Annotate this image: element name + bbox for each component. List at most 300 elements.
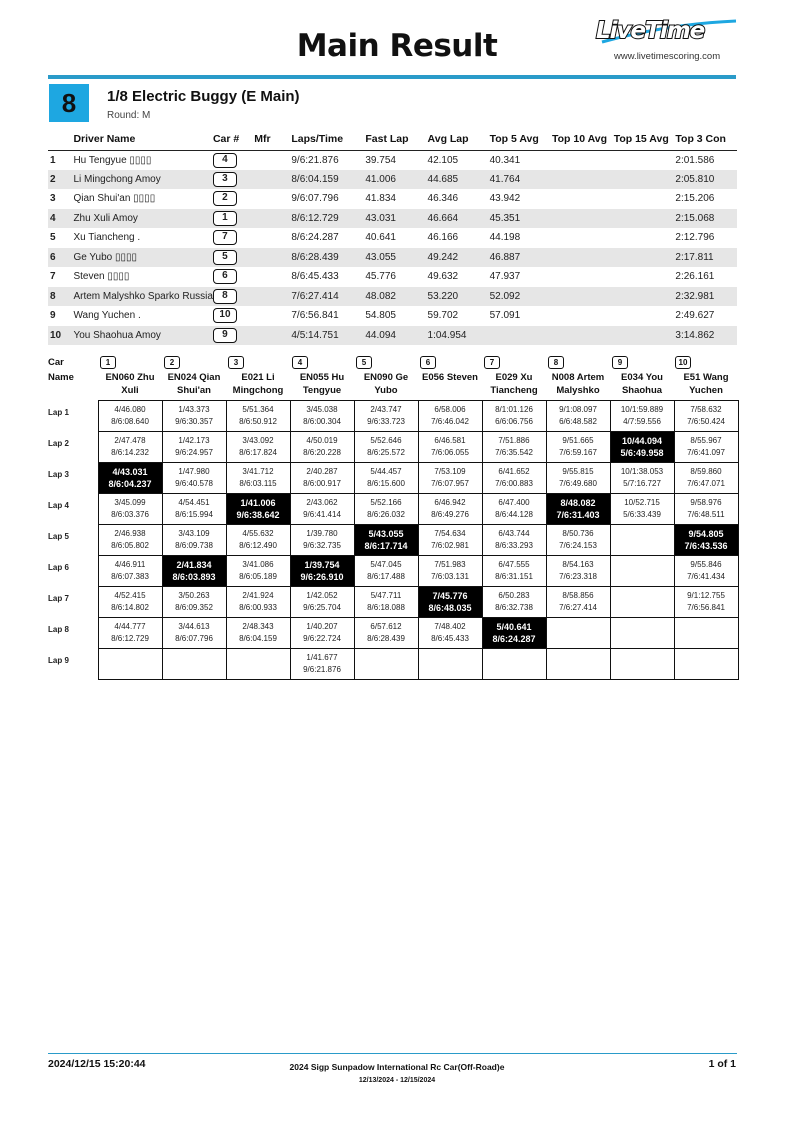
lap-projected-total: 9/6:22.724: [303, 634, 341, 643]
lap-cell: [610, 494, 674, 525]
cell-driver: You Shaohua Amoy: [73, 326, 213, 346]
cell-top5: 47.937: [490, 267, 552, 287]
car-number-box: 1: [213, 211, 237, 226]
lap-row: [48, 587, 738, 618]
col-avg-lap: Avg Lap: [428, 131, 490, 150]
lap-label: Lap 7: [48, 593, 69, 603]
lap-position-time: 9/54.805: [688, 529, 724, 539]
lap-cell: [546, 587, 610, 618]
cell-laps-time: 9/6:07.796: [291, 189, 365, 209]
car-number-box: 7: [213, 230, 237, 245]
car-name-line2: Tiancheng: [490, 385, 538, 396]
lap-position-time: 1/42.173: [178, 436, 210, 445]
cell-top3con: 2:49.627: [675, 306, 737, 326]
lap-position-time: 5/40.641: [496, 622, 532, 632]
cell-top5: 52.092: [490, 287, 552, 307]
cell-top15: [614, 209, 676, 229]
lap-cell: [418, 463, 482, 494]
lap-cell: [162, 401, 226, 432]
lap-projected-total: 8/6:17.714: [364, 541, 408, 551]
lap-chart-label-name: Name: [48, 372, 74, 383]
lap-projected-total: 8/6:25.572: [367, 448, 405, 457]
cell-avg-lap: 59.702: [428, 306, 490, 326]
cell-car: [213, 326, 254, 346]
cell-pos: 7: [48, 267, 73, 287]
lap-projected-total: 5/6:49.958: [620, 448, 664, 458]
lap-position-time: 3/45.038: [306, 405, 338, 414]
lap-cell: [290, 401, 354, 432]
lap-cell: [162, 587, 226, 618]
lap-cell: [162, 463, 226, 494]
cell-laps-time: 8/6:28.439: [291, 248, 365, 268]
lap-projected-total: 8/6:15.600: [367, 479, 405, 488]
cell-laps-time: 4/5:14.751: [291, 326, 365, 346]
lap-position-time: 1/47.980: [178, 467, 210, 476]
car-name-line1: EN060 Zhu: [105, 372, 155, 383]
lap-position-time: 5/52.166: [370, 498, 402, 507]
lap-cell: [98, 401, 162, 432]
lap-cell: [226, 587, 290, 618]
lap-projected-total: 7/6:07.957: [431, 479, 469, 488]
lap-cell: [290, 525, 354, 556]
lap-projected-total: 8/6:26.032: [367, 510, 405, 519]
cell-top3con: 2:15.206: [675, 189, 737, 209]
lap-position-time: 2/41.924: [242, 591, 274, 600]
lap-cell: [674, 649, 738, 680]
lap-position-time: 3/45.099: [114, 498, 146, 507]
lap-cell-fastest: [290, 556, 354, 587]
cell-driver: Zhu Xuli Amoy: [73, 209, 213, 229]
lap-position-time: 7/48.402: [434, 622, 466, 631]
lap-position-time: 1/41.677: [306, 653, 338, 662]
lap-cell: [98, 587, 162, 618]
lap-position-time: 2/43.062: [306, 498, 338, 507]
lap-projected-total: 7/6:06.055: [431, 448, 469, 457]
lap-row: [48, 525, 738, 556]
cell-top3con: 2:26.161: [675, 267, 737, 287]
lap-cell: [354, 556, 418, 587]
car-name-line1: E021 Li: [241, 372, 275, 383]
lap-position-time: 5/44.457: [370, 467, 402, 476]
lap-row: [48, 432, 738, 463]
car-number-box: 2: [164, 356, 180, 369]
lap-projected-total: 7/6:35.542: [495, 448, 533, 457]
lap-projected-total: 8/6:28.439: [367, 634, 405, 643]
lap-cell: [674, 556, 738, 587]
lap-cell: [546, 556, 610, 587]
col-driver: Driver Name: [73, 131, 213, 150]
lap-cell: [354, 618, 418, 649]
lap-cell: [162, 649, 226, 680]
header-rule: [48, 75, 736, 79]
cell-mfr: [254, 170, 291, 190]
lap-position-time: 10/1:38.053: [620, 467, 664, 476]
lap-projected-total: 8/6:32.738: [495, 603, 533, 612]
car-name-line1: EN090 Ge: [363, 372, 409, 383]
lap-projected-total: 7/6:03.131: [431, 572, 469, 581]
lap-projected-total: 7/6:24.153: [559, 541, 597, 550]
col-top10: Top 10 Avg: [552, 131, 614, 150]
car-name-line1: EN055 Hu: [299, 372, 345, 383]
cell-top5: 43.942: [490, 189, 552, 209]
lap-projected-total: 7/6:49.680: [559, 479, 597, 488]
cell-top3con: 2:17.811: [675, 248, 737, 268]
cell-avg-lap: 49.242: [428, 248, 490, 268]
cell-fast-lap: 54.805: [365, 306, 427, 326]
cell-fast-lap: 43.031: [365, 209, 427, 229]
lap-cell: [482, 401, 546, 432]
lap-projected-total: 9/6:32.735: [303, 541, 341, 550]
lap-projected-total: 6/6:06.756: [495, 417, 533, 426]
lap-cell: [162, 618, 226, 649]
lap-position-time: 6/46.942: [434, 498, 466, 507]
lap-position-time: 6/41.652: [498, 467, 530, 476]
lap-row: [48, 463, 738, 494]
lap-position-time: 8/59.860: [690, 467, 722, 476]
cell-top15: [614, 228, 676, 248]
lap-cell: [290, 587, 354, 618]
lap-position-time: 6/43.744: [498, 529, 530, 538]
cell-fast-lap: 48.082: [365, 287, 427, 307]
lap-position-time: 5/52.646: [370, 436, 402, 445]
lap-label: Lap 4: [48, 500, 69, 510]
lap-row: [48, 556, 738, 587]
cell-fast-lap: 40.641: [365, 228, 427, 248]
lap-label: Lap 1: [48, 407, 69, 417]
lap-position-time: 2/40.287: [306, 467, 338, 476]
lap-cell-fastest: [546, 494, 610, 525]
lap-projected-total: 8/6:45.433: [431, 634, 469, 643]
printed-timestamp: 2024/12/15 15:20:44: [48, 1058, 146, 1070]
lap-cell: [674, 463, 738, 494]
cell-pos: 8: [48, 287, 73, 307]
lap-position-time: 6/46.581: [434, 436, 466, 445]
cell-mfr: [254, 228, 291, 248]
cell-car: [213, 287, 254, 307]
lap-projected-total: 8/6:24.287: [492, 634, 536, 644]
cell-laps-time: 7/6:27.414: [291, 287, 365, 307]
table-row: [48, 267, 737, 287]
lap-projected-total: 7/6:50.424: [687, 417, 725, 426]
lap-position-time: 8/48.082: [560, 498, 596, 508]
cell-laps-time: 8/6:12.729: [291, 209, 365, 229]
lap-cell: [226, 432, 290, 463]
lap-projected-total: 8/6:12.490: [239, 541, 277, 550]
lap-position-time: 3/44.613: [178, 622, 210, 631]
lap-position-time: 7/51.886: [498, 436, 530, 445]
cell-top3con: 3:14.862: [675, 326, 737, 346]
cell-top15: [614, 306, 676, 326]
lap-cell: [290, 432, 354, 463]
lap-cell: [162, 525, 226, 556]
lap-cell: [674, 618, 738, 649]
lap-label: Lap 5: [48, 531, 69, 541]
lap-projected-total: 8/6:03.115: [239, 479, 277, 488]
lap-position-time: 4/46.911: [114, 560, 146, 569]
lap-position-time: 4/44.777: [114, 622, 146, 631]
lap-projected-total: 5/7:16.727: [623, 479, 661, 488]
lap-label: Lap 6: [48, 562, 69, 572]
lap-position-time: 2/41.834: [176, 560, 212, 570]
cell-car: [213, 170, 254, 190]
lap-projected-total: 8/6:05.189: [239, 572, 277, 581]
car-name-line1: E034 You: [621, 372, 663, 383]
lap-cell-fastest: [226, 494, 290, 525]
lap-position-time: 4/52.415: [114, 591, 146, 600]
cell-car: [213, 209, 254, 229]
lap-position-time: 1/39.754: [304, 560, 340, 570]
lap-cell: [98, 525, 162, 556]
lap-label: Lap 2: [48, 438, 69, 448]
lap-cell: [418, 618, 482, 649]
round-label: Round: M: [107, 110, 151, 121]
lap-position-time: 8/55.967: [690, 436, 722, 445]
lap-position-time: 1/40.207: [306, 622, 338, 631]
cell-laps-time: 8/6:04.159: [291, 170, 365, 190]
lap-projected-total: 8/6:14.802: [111, 603, 149, 612]
lap-cell: [482, 494, 546, 525]
lap-cell: [354, 401, 418, 432]
cell-top10: [552, 209, 614, 229]
cell-mfr: [254, 287, 291, 307]
car-name-line1: E029 Xu: [495, 372, 533, 383]
cell-laps-time: 7/6:56.841: [291, 306, 365, 326]
lap-cell: [290, 463, 354, 494]
lap-cell: [226, 649, 290, 680]
lap-chart-label-car: Car: [48, 357, 64, 368]
lap-cell-fastest: [482, 618, 546, 649]
lap-cell-fastest: [674, 525, 738, 556]
lap-projected-total: 8/6:18.088: [367, 603, 405, 612]
lap-cell: [354, 649, 418, 680]
lap-position-time: 7/53.109: [434, 467, 466, 476]
col-pos: [48, 131, 73, 150]
cell-top10: [552, 150, 614, 170]
table-row: [48, 209, 737, 229]
lap-position-time: 2/43.747: [370, 405, 402, 414]
lap-projected-total: 8/6:05.802: [111, 541, 149, 550]
lap-position-time: 6/47.555: [498, 560, 530, 569]
car-number-box: 6: [420, 356, 436, 369]
car-number-box: 4: [292, 356, 308, 369]
lap-projected-total: 8/6:09.738: [175, 541, 213, 550]
cell-fast-lap: 43.055: [365, 248, 427, 268]
cell-top10: [552, 326, 614, 346]
event-dates: 12/13/2024 - 12/15/2024: [358, 1077, 436, 1084]
lap-position-time: 9/51.665: [562, 436, 594, 445]
lap-cell: [290, 494, 354, 525]
car-name-line2: Yubo: [374, 385, 398, 396]
lap-projected-total: 7/6:47.071: [687, 479, 725, 488]
cell-pos: 3: [48, 189, 73, 209]
lap-cell: [226, 525, 290, 556]
lap-row: [48, 401, 738, 432]
lap-projected-total: 7/6:43.536: [684, 541, 728, 551]
lap-label: Lap 8: [48, 624, 69, 634]
table-row: [48, 150, 737, 170]
lap-position-time: 8/50.736: [562, 529, 594, 538]
lap-projected-total: 9/6:33.723: [367, 417, 405, 426]
lap-position-time: 10/1:59.889: [620, 405, 664, 414]
lap-projected-total: 7/6:56.841: [687, 603, 725, 612]
lap-label: Lap 9: [48, 655, 69, 665]
car-number-box: 6: [213, 269, 237, 284]
cell-mfr: [254, 267, 291, 287]
lap-projected-total: 7/6:59.167: [559, 448, 597, 457]
lap-projected-total: 8/6:00.933: [239, 603, 277, 612]
car-name-line2: Tengyue: [302, 385, 342, 396]
cell-top5: 57.091: [490, 306, 552, 326]
cell-avg-lap: 53.220: [428, 287, 490, 307]
cell-fast-lap: 44.094: [365, 326, 427, 346]
lap-cell: [354, 463, 418, 494]
lap-position-time: 4/46.080: [114, 405, 146, 414]
lap-projected-total: 7/6:02.981: [431, 541, 469, 550]
lap-chart-car-header: [418, 356, 482, 384]
cell-driver: Li Mingchong Amoy: [73, 170, 213, 190]
lap-position-time: 3/43.109: [178, 529, 210, 538]
cell-pos: 10: [48, 326, 73, 346]
page-title: Main Result: [296, 28, 498, 64]
table-row: [48, 287, 737, 307]
lap-projected-total: 7/6:46.042: [431, 417, 469, 426]
car-number-box: 2: [213, 191, 237, 206]
lap-cell: [674, 401, 738, 432]
lap-chart-car-header: [226, 356, 290, 397]
cell-top3con: 2:05.810: [675, 170, 737, 190]
lap-position-time: 3/43.092: [242, 436, 274, 445]
lap-cell: [226, 463, 290, 494]
cell-car: [213, 248, 254, 268]
lap-projected-total: 8/6:04.159: [239, 634, 277, 643]
cell-top15: [614, 287, 676, 307]
lap-cell-fastest: [98, 463, 162, 494]
lap-projected-total: 7/6:41.434: [687, 572, 725, 581]
lap-position-time: 6/57.612: [370, 622, 402, 631]
lap-chart-car-header: [354, 356, 418, 397]
lap-cell: [290, 649, 354, 680]
cell-avg-lap: 1:04.954: [428, 326, 490, 346]
lap-chart-car-header: [610, 356, 674, 397]
lap-position-time: 2/47.478: [114, 436, 146, 445]
lap-cell: [546, 525, 610, 556]
cell-car: [213, 267, 254, 287]
car-name-line1: N008 Artem: [551, 372, 605, 383]
col-car: Car #: [213, 131, 254, 150]
cell-mfr: [254, 189, 291, 209]
lap-position-time: 7/58.632: [690, 405, 722, 414]
car-number-box: 3: [213, 172, 237, 187]
lap-cell: [354, 494, 418, 525]
lap-projected-total: 5/6:33.439: [623, 510, 661, 519]
lap-label: Lap 3: [48, 469, 69, 479]
lap-projected-total: 8/6:20.228: [303, 448, 341, 457]
cell-laps-time: 9/6:21.876: [291, 150, 365, 170]
lap-position-time: 2/48.343: [242, 622, 274, 631]
lap-cell: [546, 649, 610, 680]
lap-cell: [674, 587, 738, 618]
lap-cell: [162, 494, 226, 525]
lap-cell: [226, 556, 290, 587]
lap-cell: [418, 649, 482, 680]
col-top3con: Top 3 Con: [675, 131, 737, 150]
car-name-line1: E51 Wang: [683, 372, 729, 383]
lap-position-time: 2/46.938: [114, 529, 146, 538]
lap-chart-car-header: [546, 356, 610, 397]
lap-projected-total: 8/6:04.237: [108, 479, 152, 489]
table-row: [48, 228, 737, 248]
cell-top15: [614, 150, 676, 170]
lap-projected-total: 8/6:07.796: [175, 634, 213, 643]
car-number-box: 9: [213, 328, 237, 343]
cell-avg-lap: 46.346: [428, 189, 490, 209]
car-name-line1: E056 Steven: [422, 372, 478, 383]
table-row: [48, 189, 737, 209]
col-laps-time: Laps/Time: [291, 131, 365, 150]
lap-position-time: 6/47.400: [498, 498, 530, 507]
lap-cell: [162, 432, 226, 463]
lap-cell: [98, 649, 162, 680]
lap-cell: [610, 587, 674, 618]
cell-top15: [614, 248, 676, 268]
lap-chart-car-header: [674, 356, 738, 397]
lap-projected-total: 8/6:03.376: [111, 510, 149, 519]
lap-position-time: 1/43.373: [178, 405, 210, 414]
lap-cell: [226, 401, 290, 432]
car-number-box: 3: [228, 356, 244, 369]
page-number: 1 of 1: [708, 1058, 736, 1070]
car-name-line2: Xuli: [121, 385, 139, 396]
lap-projected-total: 8/6:00.917: [303, 479, 341, 488]
lap-chart-table: [48, 400, 739, 680]
lap-position-time: 8/54.163: [562, 560, 594, 569]
cell-driver: Wang Yuchen .: [73, 306, 213, 326]
lap-cell: [482, 432, 546, 463]
cell-top3con: 2:01.586: [675, 150, 737, 170]
car-number-box: 10: [675, 356, 691, 369]
lap-chart-car-header: [98, 356, 162, 397]
car-name-line1: EN024 Qian: [167, 372, 221, 383]
cell-top10: [552, 306, 614, 326]
cell-laps-time: 8/6:24.287: [291, 228, 365, 248]
car-number-box: 7: [484, 356, 500, 369]
cell-mfr: [254, 248, 291, 268]
cell-laps-time: 8/6:45.433: [291, 267, 365, 287]
cell-top10: [552, 248, 614, 268]
lap-projected-total: 8/6:15.994: [175, 510, 213, 519]
cell-mfr: [254, 326, 291, 346]
lap-projected-total: 8/6:31.151: [495, 572, 533, 581]
lap-cell: [418, 494, 482, 525]
col-top5: Top 5 Avg: [490, 131, 552, 150]
cell-top10: [552, 170, 614, 190]
lap-position-time: 1/39.780: [306, 529, 338, 538]
lap-cell: [482, 525, 546, 556]
lap-projected-total: 8/6:03.893: [172, 572, 216, 582]
lap-position-time: 5/43.055: [368, 529, 404, 539]
lap-projected-total: 8/6:44.128: [495, 510, 533, 519]
lap-cell: [98, 618, 162, 649]
lap-position-time: 8/1:01.126: [495, 405, 533, 414]
lap-cell-fastest: [354, 525, 418, 556]
lap-cell-fastest: [418, 587, 482, 618]
car-number-box: 10: [213, 308, 237, 323]
cell-driver: Artem Malyshko Sparko Russia: [73, 287, 213, 307]
lap-cell: [482, 587, 546, 618]
lap-position-time: 4/55.632: [242, 529, 274, 538]
cell-driver: Xu Tiancheng .: [73, 228, 213, 248]
cell-top10: [552, 189, 614, 209]
